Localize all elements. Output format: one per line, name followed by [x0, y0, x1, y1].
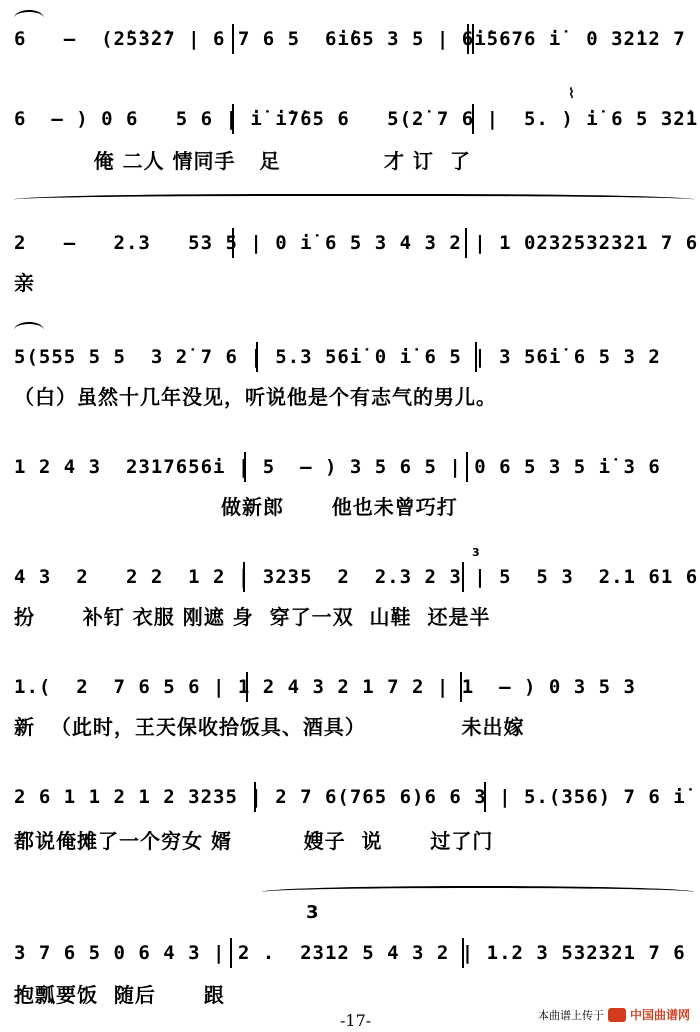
barline: [467, 24, 469, 54]
barline: [256, 342, 258, 372]
lyric-line: 扮 补钉 衣服 刚遮 身 穿了一双 山鞋 还是半: [14, 605, 491, 629]
barline: [460, 672, 462, 702]
barline: [462, 562, 464, 592]
barline: [475, 342, 477, 372]
tie-bracket: [14, 194, 694, 208]
notation-row: 2 — 2.3 53 5 | 0 i̇ 6 5 3 4 3 2 | 1 0232532321 7 6: [14, 232, 699, 254]
notation-row: 6 — ) 0 6 5 6 | i̇ i̇7̇65 6 5(2̇ 7 6 | 5. ) i̇ 6 5 32̇1: [14, 108, 699, 130]
site-logo-icon: [608, 1008, 626, 1022]
notation-row: 5(555 5 5 3 2̇ 7 6 | 5.3 56i̇ 0 i̇ 6 5 | 3 56i̇ 6 5 3 2: [14, 346, 661, 368]
barline: [232, 228, 234, 258]
watermark-prefix: 本曲谱上传于: [537, 1008, 604, 1022]
barline: [254, 782, 256, 812]
lyric-line: 都说俺摊了一个穷女 婿 嫂子 说 过了门: [14, 829, 494, 853]
notation-row: 3 7 6 5 0 6 4 3 | 2 . 2312 5 4 3 2 | 1.2 3 532321 7 6: [14, 942, 686, 964]
notation-row: 6 — (2̇5̇3̇2̇7 | 6 7 6 5 6i̇65 3 5 | 6i̇5676 i̇ 0 32̇12 7: [14, 28, 686, 50]
notation-row: 1.( 2 7 6 5 6 | 1 2 4 3 2 1 7 2 | 1 — ) 0 3 5 3: [14, 676, 636, 698]
site-watermark: [538, 1006, 690, 1023]
barline: [472, 24, 474, 54]
notation-row: 1 2 4 3 2317656i | 5 — ) 3 5 6 5 | 0 6 5 3 5 i̇ 3 6: [14, 456, 661, 478]
barline: [230, 938, 232, 968]
barline: [466, 452, 468, 482]
lyric-line: 俺 二人 情同手 足 才 订 了: [14, 149, 471, 173]
lyric-line: 新 （此时，王天保收拾饭具、酒具） 未出嫁: [14, 715, 525, 739]
barline: [465, 228, 467, 258]
lyric-line: （白）虽然十几年没见，听说他是个有志气的男儿。: [14, 385, 497, 409]
lyric-line: 亲: [14, 271, 35, 295]
watermark-site: 中国曲谱网: [629, 1008, 690, 1022]
barline: [484, 782, 486, 812]
notation-row: 2 6 1 1 2 1 2 3235 | 2 7 6(765 6)6 6 3 | 5.(356) 7 6 i̇: [14, 786, 686, 808]
barline: [243, 562, 245, 592]
page-number: -17-: [340, 1011, 372, 1030]
barline: [244, 452, 246, 482]
arpeggio-mark: ⌇: [568, 86, 575, 102]
lyric-line: 抱瓢要饭 随后 跟: [14, 983, 225, 1007]
triplet-mark: 3: [306, 902, 319, 923]
grace-note-mark: 3: [472, 546, 480, 559]
barline: [472, 104, 474, 134]
barline: [232, 24, 234, 54]
tie-bracket: [14, 322, 44, 338]
tie-arc: [262, 886, 694, 898]
lyric-line: 做新郎 他也未曾巧打: [14, 495, 458, 519]
barline: [232, 104, 234, 134]
barline: [246, 672, 248, 702]
notation-row: 4 3 2 2 2 1 2 | 3235 2 2.3 2 3 | 5 5 3 2.1 61 6: [14, 566, 699, 588]
barline: [462, 938, 464, 968]
